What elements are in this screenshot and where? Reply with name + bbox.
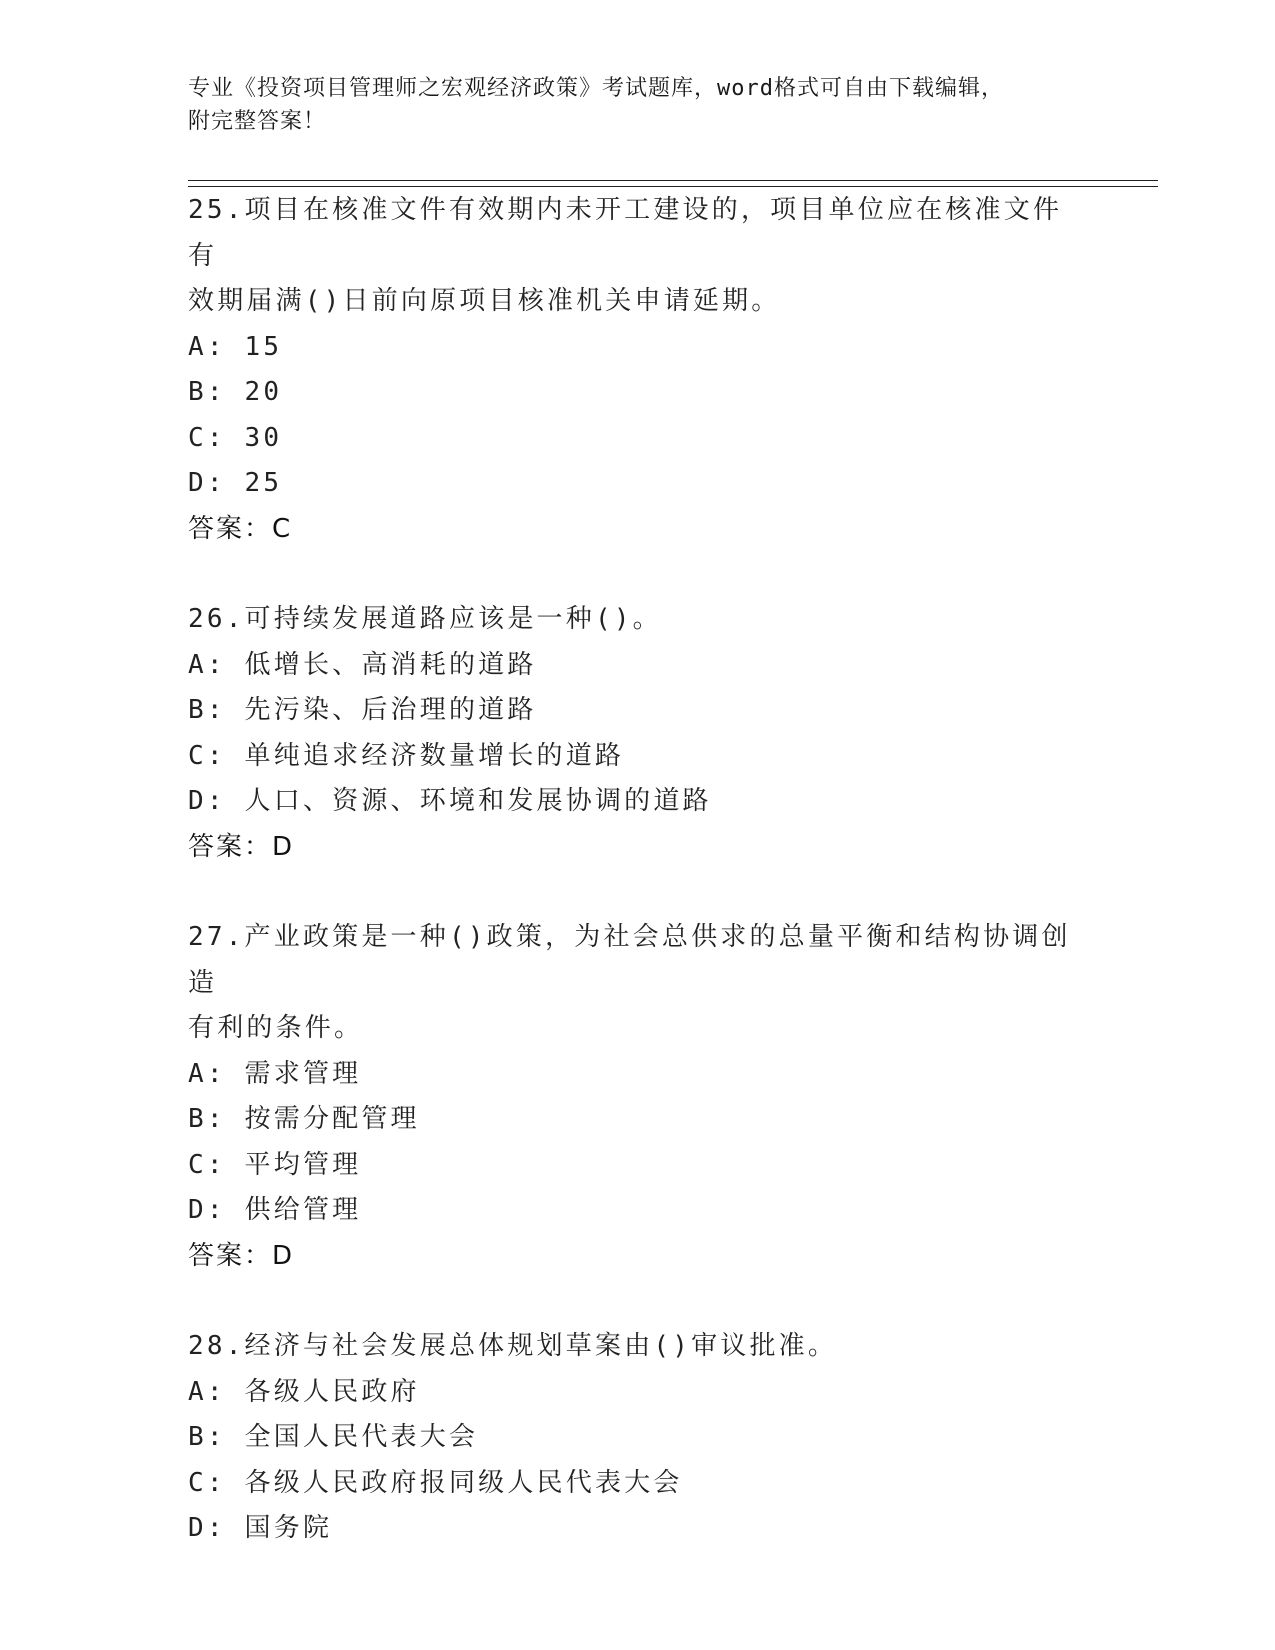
- option-d: D: 供给管理: [188, 1195, 362, 1225]
- header-divider-top: [188, 180, 1158, 181]
- option-b: B: 全国人民代表大会: [188, 1422, 479, 1452]
- option-c: C: 单纯追求经济数量增长的道路: [188, 740, 625, 771]
- document-header: [188, 72, 1088, 138]
- question-gap: [188, 870, 1088, 915]
- question-stem-line: 27.产业政策是一种()政策，为社会总供求的总量平衡和结构协调创造: [188, 922, 1071, 998]
- option-a: A: 需求管理: [188, 1058, 362, 1089]
- option-b: B: 先污染、后治理的道路: [188, 695, 537, 725]
- question-25: [188, 188, 1088, 552]
- header-divider-bottom: [188, 186, 1158, 187]
- option-d: D: 25: [188, 468, 283, 498]
- option-a: A: 低增长、高消耗的道路: [188, 649, 537, 680]
- question-stem-line: 25.项目在核准文件有效期内未开工建设的，项目单位应在核准文件有: [188, 195, 1063, 271]
- header-line-2: 附完整答案！: [188, 109, 327, 134]
- option-d: D: 人口、资源、环境和发展协调的道路: [188, 786, 712, 816]
- answer-line: 答案：D: [188, 831, 295, 862]
- question-list: [188, 188, 1088, 1552]
- option-a: A: 15: [188, 331, 283, 362]
- option-c: C: 各级人民政府报同级人民代表大会: [188, 1467, 683, 1498]
- question-gap: [188, 1279, 1088, 1324]
- question-gap: [188, 552, 1088, 597]
- question-28: [188, 1324, 1088, 1552]
- answer-line: 答案：D: [188, 1240, 295, 1271]
- question-stem-line: 26.可持续发展道路应该是一种()。: [188, 604, 662, 634]
- answer-line: 答案：C: [188, 513, 293, 544]
- question-stem-line: 效期届满()日前向原项目核准机关申请延期。: [188, 286, 781, 316]
- option-d: D: 国务院: [188, 1513, 333, 1543]
- question-27: [188, 915, 1088, 1279]
- header-line-1: 专业《投资项目管理师之宏观经济政策》考试题库，word格式可自由下载编辑，: [188, 76, 1004, 101]
- option-a: A: 各级人民政府: [188, 1376, 420, 1407]
- question-26: [188, 597, 1088, 870]
- option-b: B: 20: [188, 377, 283, 407]
- option-c: C: 平均管理: [188, 1149, 362, 1180]
- question-stem-line: 有利的条件。: [188, 1013, 364, 1043]
- question-stem-line: 28.经济与社会发展总体规划草案由()审议批准。: [188, 1331, 838, 1361]
- option-c: C: 30: [188, 422, 283, 453]
- option-b: B: 按需分配管理: [188, 1104, 420, 1134]
